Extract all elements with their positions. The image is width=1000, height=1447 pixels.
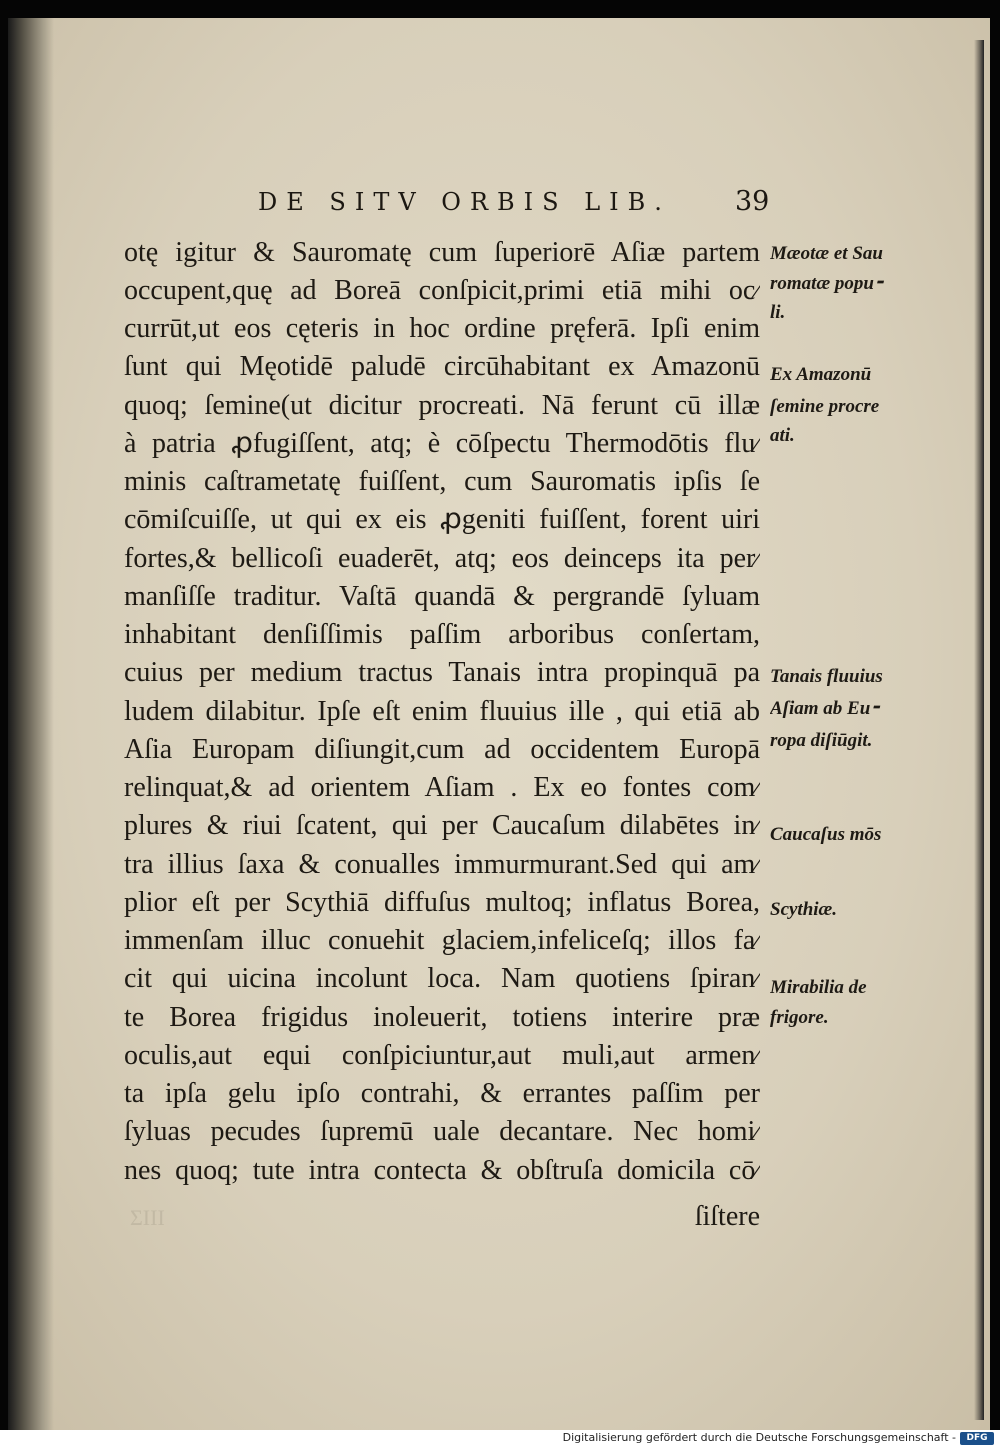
body-line: relinquat,& ad orientem Aſiam . Ex eo fontes com⁄ — [124, 772, 760, 803]
marginal-note: li. — [770, 302, 786, 323]
body-line: fortes,& bellicoſi euaderēt, atq; eos deinceps ita per⁄ — [124, 543, 760, 574]
marginal-note: Mæotæ et Sau — [770, 243, 883, 264]
body-line: minis caſtrametatę fuiſſent, cum Sauromatis ipſis ſe — [124, 466, 760, 497]
marginal-note: ropa diſiūgit. — [770, 730, 873, 751]
footer-bar — [0, 1430, 1000, 1447]
body-line: nes quoq; tute intra contecta & obſtruſa domicila cō⁄ — [124, 1155, 760, 1186]
marginal-note: frigore. — [770, 1007, 829, 1028]
dfg-logo-icon: DFG — [960, 1432, 994, 1445]
body-line: ludem dilabitur. Ipſe eſt enim fluuius ille , qui etiā ab — [124, 696, 760, 727]
binding-gutter-shadow — [8, 18, 54, 1430]
body-line: ſyluas pecudes ſupremū uale decantare. Nec homi⁄ — [124, 1116, 760, 1147]
body-line: quoq; ſemine(ut dicitur procreati. Nā ferunt cū illæ — [124, 390, 760, 421]
body-line: otę igitur & Sauromatę cum ſuperiorē Aſiæ partem — [124, 237, 760, 268]
marginal-note: Ex Amazonū — [770, 364, 872, 385]
marginal-note: Caucaſus mōs — [770, 824, 882, 845]
body-line: manſiſſe traditur. Vaſtā quandā & pergrandē ſyluam — [124, 581, 760, 612]
page-edge-shadow — [974, 40, 984, 1420]
body-line: cōmiſcuiſſe, ut qui ex eis ꝓgeniti fuiſſent, forent uiri — [124, 504, 760, 535]
body-line: immenſam illuc conuehit glaciem,infeliceſq; illos fa⁄ — [124, 925, 760, 956]
marginal-note: Scythiæ. — [770, 899, 838, 920]
marginal-note: romatæ popu⁃ — [770, 273, 884, 294]
body-line: oculis,aut equi conſpiciuntur,aut muli,aut armen⁄ — [124, 1040, 760, 1071]
marginal-note: Aſiam ab Eu⁃ — [770, 698, 880, 719]
catchword: ſiſtere — [694, 1201, 760, 1232]
funding-credit: Digitalisierung gefördert durch die Deutsche Forschungsgemeinschaft - — [562, 1431, 956, 1444]
body-line: tra illius ſaxa & conualles immurmurant.Sed qui am⁄ — [124, 849, 760, 880]
marginal-note: Mirabilia de — [770, 977, 867, 998]
body-line: ta ipſa gelu ipſo contrahi, & errantes paſſim per — [124, 1078, 760, 1109]
body-line: plior eſt per Scythiā diffuſus multoq; inflatus Borea, — [124, 887, 760, 918]
body-line: à patria ꝓfugiſſent, atq; è cōſpectu Thermodōtis flu⁄ — [124, 428, 760, 459]
body-line: cuius per medium tractus Tanais intra propinquā pa — [124, 657, 760, 688]
bleed-through-text: ΣΙΙΙ — [130, 1205, 165, 1230]
running-title: DE SITV ORBIS LIB. — [258, 188, 671, 216]
marginal-note: Tanais fluuius — [770, 666, 883, 687]
body-line: te Borea frigidus inoleuerit, totiens interire præ — [124, 1002, 760, 1033]
marginal-note: ati. — [770, 425, 795, 446]
body-line: currūt,ut eos cęteris in hoc ordine pręferā. Ipſi enim — [124, 313, 760, 344]
body-line: ſunt qui Męotidē paludē circūhabitant ex Amazonū — [124, 351, 760, 382]
body-line: Aſia Europam diſiungit,cum ad occidentem Europā — [124, 734, 760, 765]
body-line: plures & riui ſcatent, qui per Caucaſum dilabētes in⁄ — [124, 810, 760, 841]
marginal-note: ſemine procre — [770, 396, 880, 417]
body-line: occupent,quę ad Boreā conſpicit,primi etiā mihi oc⁄ — [124, 275, 760, 306]
body-line: cit qui uicina incolunt loca. Nam quotiens ſpiran⁄ — [124, 963, 760, 994]
page-number: 39 — [735, 186, 770, 217]
body-line: inhabitant denſiſſimis paſſim arboribus conſertam, — [124, 619, 760, 650]
